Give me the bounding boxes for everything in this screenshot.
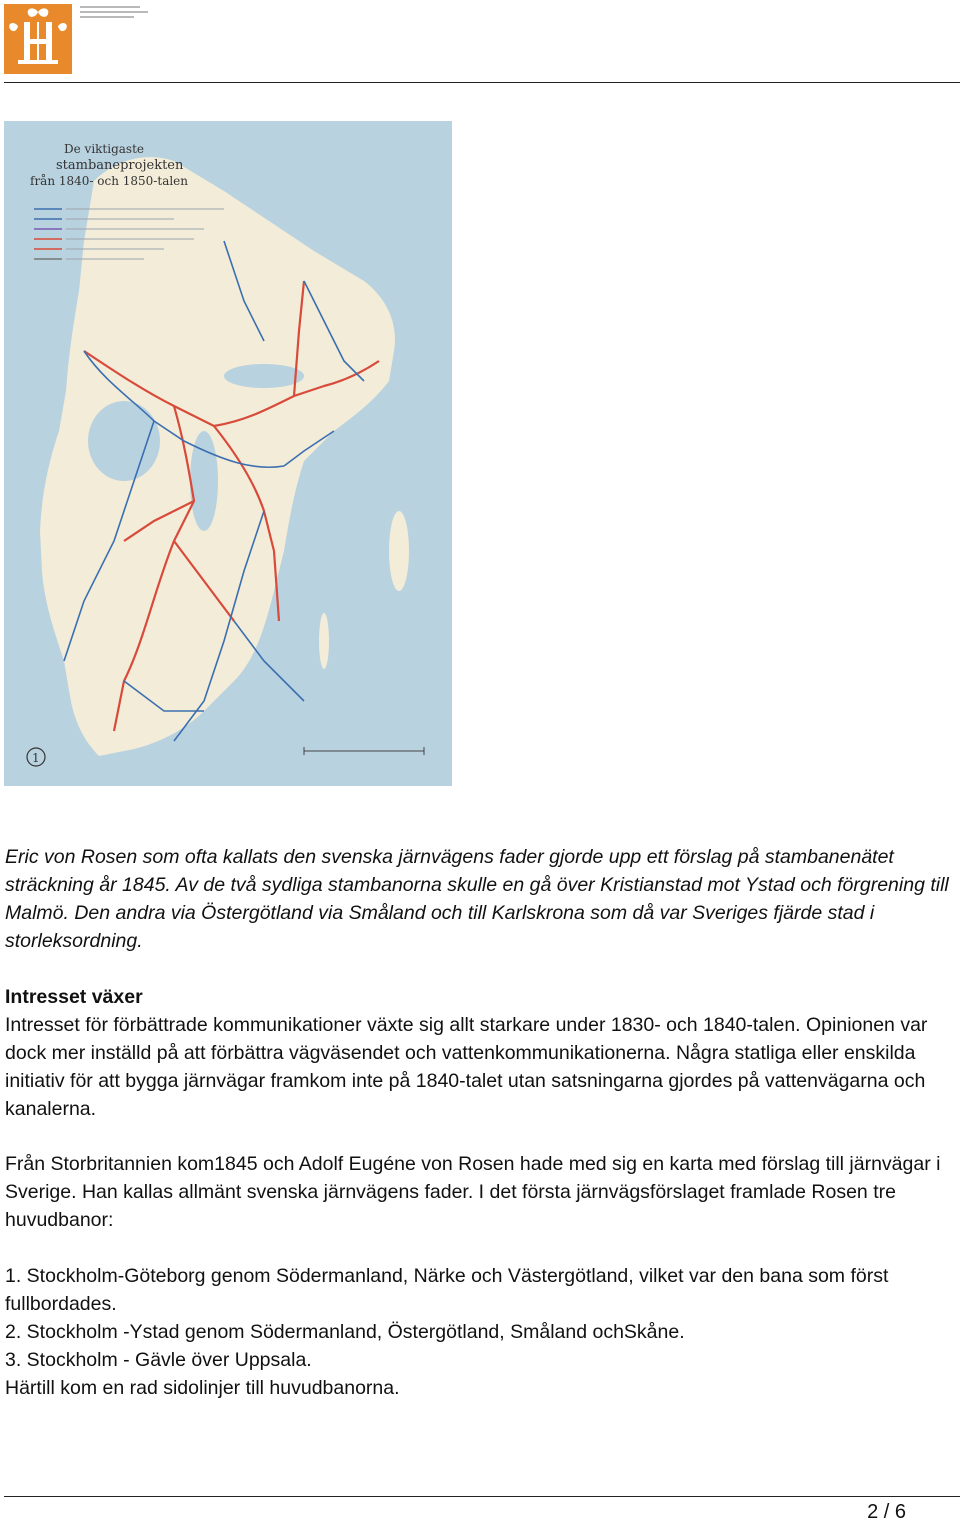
main-lines-list (5, 1262, 950, 1402)
logo-fineprint (80, 6, 150, 21)
map-title-line-3: från 1840- och 1850-talen (30, 174, 189, 188)
map-title-line-2: stambaneprojekten (56, 158, 184, 173)
list-item: 1. Stockholm-Göteborg genom Södermanland, Närke och Västergötland, vilket var den bana som först fullbordades. (5, 1265, 889, 1315)
railway-map-icon (4, 121, 452, 786)
heritage-logo-icon (4, 4, 72, 74)
section-heading: Intresset växer (5, 986, 143, 1008)
list-item: 3. Stockholm - Gävle över Uppsala. (5, 1349, 312, 1371)
footer-divider (4, 1496, 960, 1497)
page-number: 2 / 6 (867, 1501, 906, 1523)
header-divider (4, 82, 960, 83)
map-title-line-1: De viktigaste (64, 142, 145, 156)
map-caption: Eric von Rosen som ofta kallats den svenska järnvägens fader gjorde upp ett förslag på stambanenätet sträckning år 1845. Av de två sydliga stambanorna skulle en gå över Kristianstad mot Ystad och förgrening till Malmö. Den andra via Östergötland via Småland och till Karlskrona som då var Sveriges fjärde stad i storleksordning. (5, 846, 949, 952)
section-paragraph-1: Intresset för förbättrade kommunikationer växte sig allt starkare under 1830- och 1840-talen. Opinionen var dock mer inställd på att förbättra vägväsendet och vattenkommunikationerna. Några statliga eller enskilda initiativ för att bygga järnvägar framkom inte på 1840-talet utan satsningarna gjordes på vattenvägarna och kanalerna. (5, 1014, 928, 1120)
list-item: Härtill kom en rad sidolinjer till huvudbanorna. (5, 1377, 400, 1399)
figure-number: 1 (32, 751, 40, 765)
list-item: 2. Stockholm -Ystad genom Södermanland, Östergötland, Småland ochSkåne. (5, 1321, 685, 1343)
section-paragraph-2: Från Storbritannien kom1845 och Adolf Eugéne von Rosen hade med sig en karta med förslag till järnvägar i Sverige. Han kallas allmänt svenska järnvägens fader. I det första järnvägsförslaget framlade Rosen tre huvudbanor: (5, 1153, 941, 1231)
